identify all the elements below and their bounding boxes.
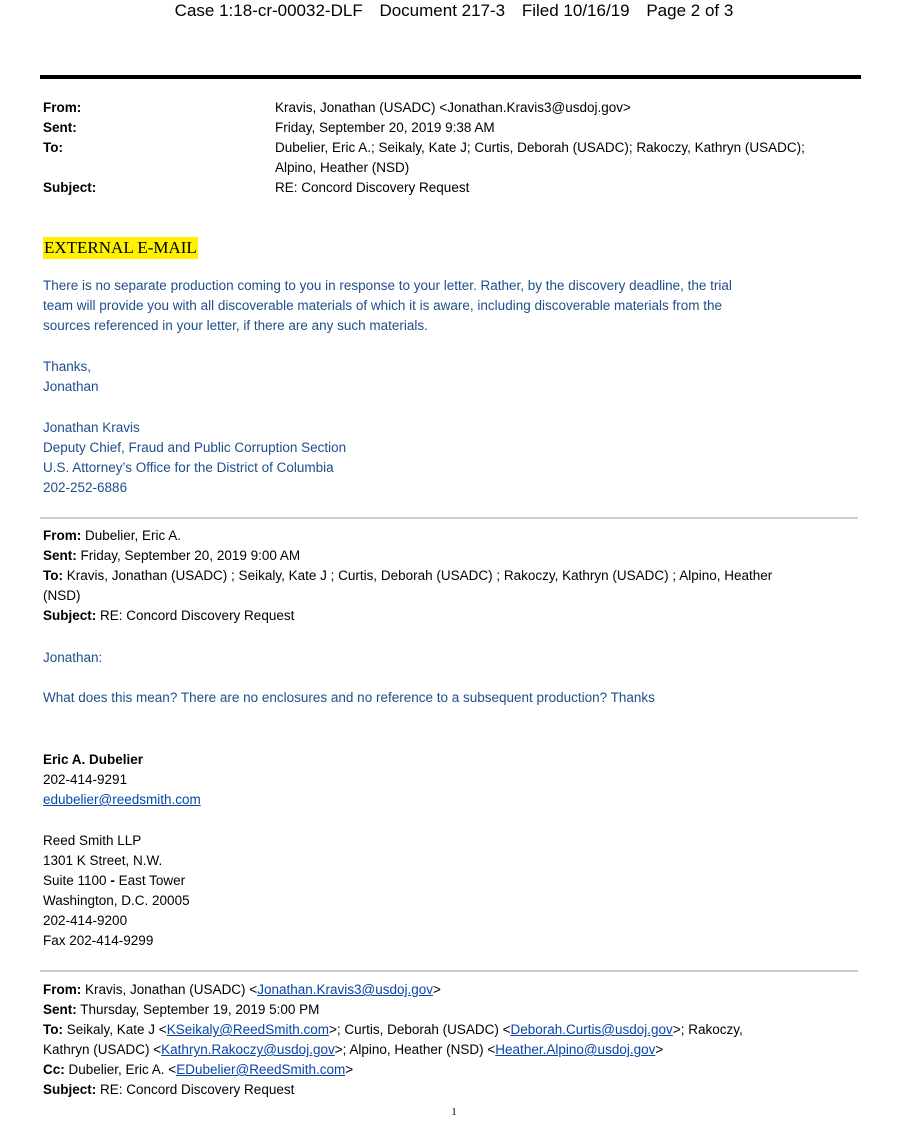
subject-value: RE: Concord Discovery Request: [275, 180, 470, 195]
to-email-link-seikaly[interactable]: KSeikaly@ReedSmith.com: [166, 1022, 329, 1037]
email3-cc-row: [43, 1060, 863, 1080]
email3-to-row-cont: [43, 1040, 863, 1060]
page-indicator: Page 2 of 3: [646, 1, 734, 20]
email3-from-row: [43, 980, 863, 1000]
cc-text: >: [345, 1062, 354, 1077]
from-email-link[interactable]: Jonathan.Kravis3@usdoj.gov: [257, 982, 434, 997]
cc-email-link[interactable]: EDubelier@ReedSmith.com: [176, 1062, 346, 1077]
signoff: Jonathan: [43, 379, 99, 394]
email2-body: What does this mean? There are no enclosures and no reference to a subsequent production? Thanks: [43, 690, 655, 705]
address-line-3: Washington, D.C. 20005: [43, 893, 190, 908]
cc-label: Cc:: [43, 1062, 65, 1077]
from-label: From:: [43, 100, 82, 115]
to-line-2: Alpino, Heather (NSD): [275, 160, 410, 175]
email3-subject-row: [43, 1080, 863, 1100]
from-label: From:: [43, 982, 82, 997]
email1-body: [43, 276, 863, 336]
message-divider: [40, 970, 858, 972]
from-name: Kravis, Jonathan (USADC) <: [81, 982, 258, 997]
address-line-1: 1301 K Street, N.W.: [43, 853, 163, 868]
from-value: Kravis, Jonathan (USADC) <Jonathan.Kravis3@usdoj.gov>: [275, 100, 631, 115]
body-line: sources referenced in your letter, if there are any such materials.: [43, 318, 428, 333]
email2-to-row: [43, 566, 863, 586]
address-suite: Suite 1100: [43, 873, 111, 888]
header-divider: [40, 75, 861, 79]
signature-phone: 202-414-9291: [43, 772, 128, 787]
sent-value: Friday, September 20, 2019 9:38 AM: [275, 120, 495, 135]
to-value: [275, 138, 863, 178]
email1-to-row: [43, 138, 863, 178]
sent-label: Sent:: [43, 1002, 77, 1017]
email1-closing: [43, 357, 863, 397]
email3-to-row: [43, 1020, 863, 1040]
email1-signature: [43, 418, 863, 498]
to-value: Kravis, Jonathan (USADC) ; Seikaly, Kate J ; Curtis, Deborah (USADC) ; Rakoczy, Kathryn (USADC) ; Alpino, Heather: [63, 568, 773, 583]
to-email-link-curtis[interactable]: Deborah.Curtis@usdoj.gov: [510, 1022, 673, 1037]
signature-name: Jonathan Kravis: [43, 420, 140, 435]
email2-sent-row: [43, 546, 863, 566]
subject-label: Subject:: [43, 180, 97, 195]
from-close: >: [433, 982, 441, 997]
document-number: Document 217-3: [379, 1, 506, 20]
email1-sent-row: [43, 118, 863, 138]
signature-phone: 202-252-6886: [43, 480, 128, 495]
firm-name: Reed Smith LLP: [43, 833, 142, 848]
external-email-banner: EXTERNAL E-MAIL: [44, 238, 197, 257]
email2-subject-row: [43, 606, 863, 626]
email3-sent-row: [43, 1000, 863, 1020]
sent-value: Thursday, September 19, 2019 5:00 PM: [76, 1002, 320, 1017]
to-text: >; Alpino, Heather (NSD) <: [334, 1042, 496, 1057]
subject-label: Subject:: [43, 1082, 97, 1097]
signature-name: Eric A. Dubelier: [43, 752, 144, 767]
signature-title: Deputy Chief, Fraud and Public Corruption Section: [43, 440, 347, 455]
address-line-2: [43, 871, 863, 891]
from-value: Dubelier, Eric A.: [81, 528, 182, 543]
email1-from-row: [43, 98, 863, 118]
thanks: Thanks,: [43, 359, 92, 374]
to-text: >; Curtis, Deborah (USADC) <: [328, 1022, 511, 1037]
to-text: Kathryn (USADC) <: [43, 1042, 162, 1057]
email2-signature: [43, 750, 863, 810]
to-text: Seikaly, Kate J <: [63, 1022, 167, 1037]
subject-value: RE: Concord Discovery Request: [96, 1082, 295, 1097]
email1-header: [43, 98, 863, 198]
sent-value: Friday, September 20, 2019 9:00 AM: [76, 548, 301, 563]
subject-value: RE: Concord Discovery Request: [96, 608, 295, 623]
firm-phone: 202-414-9200: [43, 913, 128, 928]
signature-email: [43, 790, 863, 810]
sent-label: Sent:: [43, 548, 77, 563]
page-number: 1: [451, 1106, 457, 1118]
filed-date: Filed 10/16/19: [521, 1, 630, 20]
signature-email-link[interactable]: edubelier@reedsmith.com: [43, 792, 201, 807]
message-divider: [40, 517, 858, 519]
case-number: Case 1:18-cr-00032-DLF: [174, 1, 363, 20]
to-email-link-rakoczy[interactable]: Kathryn.Rakoczy@usdoj.gov: [161, 1042, 335, 1057]
to-text: >: [655, 1042, 664, 1057]
to-text: >; Rakoczy,: [672, 1022, 743, 1037]
body-line: team will provide you with all discoverable materials of which it is aware, including discoverable materials from the: [43, 298, 723, 313]
email2-to-row-cont: (NSD): [43, 588, 81, 603]
to-label: To:: [43, 1022, 63, 1037]
email3-header: [43, 980, 863, 1100]
to-label: To:: [43, 568, 63, 583]
to-line-1: Dubelier, Eric A.; Seikaly, Kate J; Curtis, Deborah (USADC); Rakoczy, Kathryn (USADC);: [275, 140, 805, 155]
subject-label: Subject:: [43, 608, 97, 623]
email2-header: [43, 526, 863, 626]
address-tower: East Tower: [114, 873, 186, 888]
case-header: [0, 1, 908, 21]
cc-text: Dubelier, Eric A. <: [64, 1062, 177, 1077]
email1-subject-row: [43, 178, 863, 198]
body-line: There is no separate production coming to you in response to your letter. Rather, by the discovery deadline, the trial: [43, 278, 732, 293]
to-email-link-alpino[interactable]: Heather.Alpino@usdoj.gov: [495, 1042, 656, 1057]
email2-from-row: [43, 526, 863, 546]
sent-label: Sent:: [43, 120, 77, 135]
email2-greeting: Jonathan:: [43, 650, 103, 665]
from-label: From:: [43, 528, 82, 543]
email2-firm-block: [43, 831, 863, 951]
signature-office: U.S. Attorney’s Office for the District of Columbia: [43, 460, 334, 475]
address-dash: -: [110, 873, 115, 888]
firm-fax: Fax 202-414-9299: [43, 933, 154, 948]
to-label: To:: [43, 140, 63, 155]
